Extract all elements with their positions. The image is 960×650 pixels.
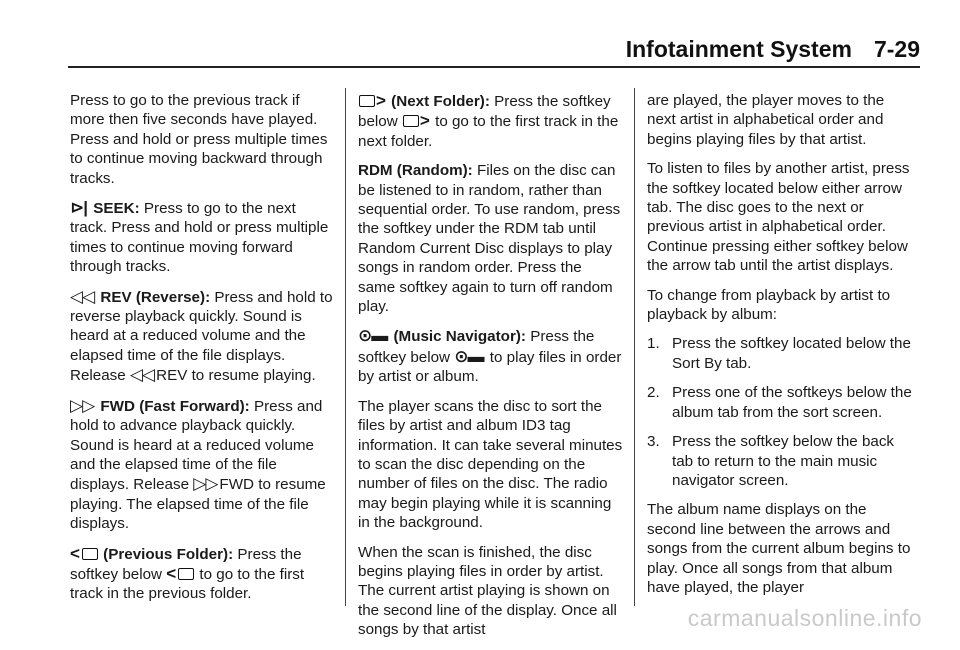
reverse-label: REV (Reverse):	[100, 288, 211, 306]
folder-icon	[403, 115, 419, 127]
column-3	[647, 91, 912, 607]
chevron-right-icon: >	[376, 91, 385, 110]
list-item	[647, 432, 912, 490]
next-folder-text-1: Press the softkey below	[358, 93, 611, 131]
previous-folder-text-1: Press the softkey below	[70, 545, 302, 583]
fast-forward-icon: ▷▷	[193, 474, 218, 494]
column-divider-2	[634, 88, 635, 606]
step-text: Press the softkey located below the Sort By tab.	[672, 335, 911, 372]
fast-forward-paragraph	[70, 396, 335, 534]
chevron-left-icon: <	[70, 543, 79, 563]
next-folder-text-2: to go to the first track in the next folder.	[358, 113, 619, 150]
reverse-text-2: REV to resume playing.	[156, 367, 316, 385]
previous-track-paragraph: Press to go to the previous track if more then five seconds have played. Press and hold or press multiple times to continue moving backward through tracks.	[70, 92, 328, 187]
folder-icon	[178, 568, 194, 580]
list-item	[647, 334, 912, 373]
header-text	[626, 36, 920, 63]
music-navigator-text-1: Press the softkey below	[358, 328, 595, 366]
artist-continue-paragraph: are played, the player moves to the next artist in alphabetical order and begins playing files by that artist.	[647, 92, 885, 148]
reverse-icon: ◁◁	[129, 365, 155, 385]
folder-icon	[359, 95, 375, 107]
header-title: Infotainment System	[625, 36, 852, 62]
reverse-icon: ◁◁	[70, 286, 95, 306]
seek-paragraph	[70, 198, 335, 277]
column-2	[358, 91, 623, 650]
seek-text: Press to go to the next track. Press and hold or press multiple times to continue moving forward through tracks.	[70, 200, 329, 276]
column-divider-1	[345, 88, 346, 606]
music-navigator-text-2: to play files in order by artist or album.	[358, 348, 622, 386]
reverse-paragraph	[70, 287, 335, 386]
music-navigator-icon: ⊙▬	[358, 326, 388, 346]
seek-next-icon: ⊳|	[70, 198, 88, 218]
chevron-right-icon: >	[419, 111, 429, 131]
list-item	[647, 383, 912, 422]
chevron-left-icon: <	[166, 563, 176, 583]
change-playback-paragraph: To change from playback by artist to playback by album:	[647, 286, 891, 324]
random-text: Files on the disc can be listened to in random, rather than sequential order. To use random, press the softkey under the RDM tab until Random Current Disc displays to play songs in random order. Press the same softkey again to turn off random play.	[358, 162, 621, 316]
step-number: 3.	[647, 433, 660, 451]
header-rule	[68, 66, 920, 68]
listen-other-artist-paragraph: To listen to files by another artist, press the softkey located below either arrow tab. The disc goes to the next or previous artist in alphabetical order. Continue pressing either softkey below the arrow tab until the artist displays.	[647, 160, 910, 275]
music-navigator-label: (Music Navigator):	[393, 328, 526, 346]
album-paragraph: The album name displays on the second line between the arrows and songs from the current album begins to play. Once all songs from that album have played, the player	[647, 501, 911, 596]
seek-label: SEEK:	[93, 200, 140, 218]
folder-icon	[82, 548, 98, 560]
next-folder-paragraph	[358, 91, 623, 151]
steps-list	[647, 334, 912, 490]
page-header	[60, 28, 920, 68]
fast-forward-text-2: FWD to resume playing. The elapsed time of the file displays.	[70, 476, 326, 533]
step-text: Press one of the softkeys below the album tab from the sort screen.	[672, 384, 912, 421]
page-number: 7-29	[873, 36, 920, 62]
step-number: 1.	[647, 335, 660, 353]
music-navigator-paragraph	[358, 326, 623, 386]
scan-finished-paragraph: When the scan is finished, the disc begins playing files in order by artist. The current artist playing is shown on the second line of the display. Once all songs by that artist	[358, 543, 617, 639]
watermark: carmanualsonline.info	[687, 605, 922, 631]
previous-folder-label: (Previous Folder):	[103, 545, 234, 563]
step-text: Press the softkey below the back tab to return to the main music navigator screen.	[672, 433, 895, 489]
fast-forward-label: FWD (Fast Forward):	[100, 397, 250, 415]
reverse-text-1: Press and hold to reverse playback quickly. Sound is heard at a reduced volume and the elapsed time of the file displays. Release	[70, 288, 333, 385]
fast-forward-text-1: Press and hold to advance playback quickly. Sound is heard at a reduced volume and the elapsed time of the file displays. Release	[70, 397, 323, 494]
previous-folder-paragraph	[70, 544, 335, 604]
fast-forward-icon: ▷▷	[70, 395, 95, 415]
step-number: 2.	[647, 384, 660, 402]
next-folder-label: (Next Folder):	[391, 93, 490, 110]
previous-folder-text-2: to go to the first track in the previous folder.	[70, 565, 305, 603]
column-1	[70, 91, 335, 614]
music-navigator-icon: ⊙▬	[454, 346, 484, 366]
scan-paragraph: The player scans the disc to sort the files by artist and album ID3 tag information. It can take several minutes to scan the disc depending on the number of files on the disc. The radio may begin playing while it is scanning in the background.	[358, 397, 623, 532]
random-paragraph	[358, 161, 623, 316]
random-label: RDM (Random):	[358, 162, 473, 180]
